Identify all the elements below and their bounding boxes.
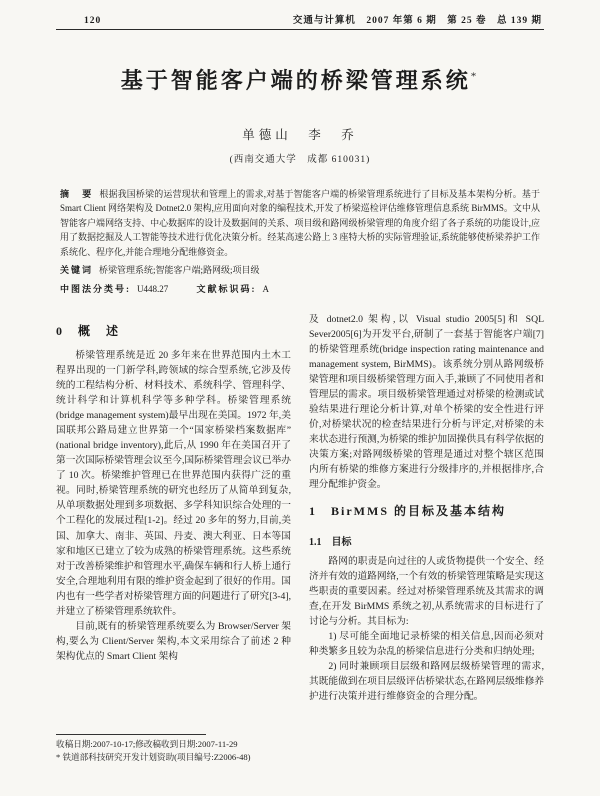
footnote-block	[56, 731, 291, 764]
keywords-text: 桥梁管理系统;智能客户端;路网级;项目级	[99, 264, 260, 275]
keywords-line	[60, 263, 540, 278]
page-number: 120	[84, 16, 102, 26]
body-columns	[56, 312, 544, 764]
header-rule	[56, 29, 544, 30]
title-footnote-marker: *	[470, 70, 480, 83]
doc-code: A	[262, 284, 269, 295]
list-item: 1) 尽可能全面地记录桥梁的相关信息,因而必须对种类繁多且较为杂乱的桥梁信息进行分类和归纳处理;	[309, 631, 544, 658]
clc-number: U448.27	[137, 284, 169, 295]
left-column	[56, 312, 291, 764]
section-1-1-heading: 1.1 目标	[309, 536, 352, 548]
received-date: 收稿日期:2007-10-17;修改稿收到日期:2007-11-29	[56, 738, 238, 749]
classification-line	[60, 282, 540, 297]
paper-title	[56, 64, 544, 95]
paragraph: 路网的职责是向过往的人或货物提供一个安全、经济并有效的道路网络,一个有效的桥梁管理策略是实现这些职责的重要因素。经过对桥梁管理系统及其需求的调查,在开发 BirMMS 系统之初,从系统需求的目标进行了讨论与分析。其目标为:	[309, 556, 544, 628]
abstract-label: 摘 要	[60, 189, 94, 199]
paper-title-text: 基于智能客户端的桥梁管理系统	[120, 68, 471, 93]
authors: 单德山 李 乔	[242, 128, 358, 142]
abstract-block	[60, 187, 540, 259]
running-head	[56, 12, 544, 29]
footnote-rule	[56, 734, 206, 735]
funding-note: * 铁道部科技研究开发计划资助(项目编号:Z2006-48)	[56, 751, 251, 762]
clc-label: 中图法分类号:	[60, 284, 131, 295]
list-item: 2) 同时兼顾项目层级和路网层级桥梁管理的需求,其既能做到在项目层级评估桥梁状态,在路网层级维修养护进行决策并进行维修资金的合理分配。	[309, 661, 544, 703]
section-1-heading: 1 BirMMS 的目标及基本结构	[309, 503, 506, 518]
journal-info: 交通与计算机 2007 年第 6 期 第 25 卷 总 139 期	[292, 16, 542, 26]
paragraph: 及 dotnet2.0 架构,以 Visual studio 2005[5]和 SQL Sever2005[6]为开发平台,研制了一套基于智能客户端[7]的桥梁管理系统(bridge inspection rating maintenance and management system, BirMMS)。该系统分别从路网级桥梁管理和项目级桥梁管理方面入手,兼顾了不同使用者和管理层的需求。项目级桥梁管理通过对桥梁的检测或试验结果进行理论分析计算,对单个桥梁的安全性进行评价,对桥梁状况的检查结果进行分析与评定,对桥梁的未来状态进行预测,为桥梁的维护加固操供具有科学依据的决策方案;对路网级桥梁的管理是通过对整个辖区范围内所有桥梁的维修方案进行分级排序的,并根据排序,合理分配维护资金。	[309, 313, 544, 490]
doc-code-label: 文献标识码:	[196, 284, 257, 295]
section-0-heading: 0 概 述	[56, 323, 121, 338]
right-column	[309, 312, 544, 764]
keywords-label: 关键词	[60, 264, 94, 275]
paragraph: 目前,既有的桥梁管理系统要么为 Browser/Server 架构,要么为 Client/Server 架构,本文采用综合了前述 2 种架构优点的 Smart Client 架构	[56, 620, 291, 662]
affiliation: (西南交通大学 成都 610031)	[229, 155, 371, 165]
paragraph: 桥梁管理系统是近 20 多年来在世界范围内土木工程界出现的一门新学科,跨领域的综合型系统,它涉及传统的工程结构分析、材料技术、系统科学、管理科学、统计科学和计算机科学等多种学科。桥梁管理系统(bridge management system)最早出现在美国。1972 年,美国联邦公路局建立世界第一个“国家桥梁档案数据库”(national bridge inventory),此后,从 1990 年在美国召开了第一次国际桥梁管理会议至今,国际桥梁管理会议已举办了 10 次。桥梁维护管理已在世界范围内获得广泛的重视。同时,桥梁管理系统的研究也经历了从简单到复杂,从单项数据处理到多项数据、多学科知识综合处理的一个工程化的发展过程[1-2]。经过 20 多年的努力,目前,美国、加拿大、南非、英国、丹麦、澳大利亚、日本等国家和地区已建立了较为成熟的桥梁管理系统。这些系统对于改善桥梁维护和管理水平,确保车辆和行人桥上通行安全,合理地利用有限的维护资金起到了很好的作用。国内也有一些学者对桥梁管理方面的问题进行了研究[3-4],并建立了桥梁管理系统软件。	[56, 350, 291, 617]
abstract-text: 根据我国桥梁的运营现状和管理上的需求,对基于智能客户端的桥梁管理系统进行了目标及基本架构分析。基于 Smart Client 网络架构及 Dotnet2.0 架构,应用面向对象的编程技术,开发了桥梁巡检评估维修管理信息系统 BirMMS。文中从智能客户端网络支持、中心数据库的设计及数据间的关系、项目级和路网级桥梁管理的角度介绍了各子系统的功能设计,应用了数据挖掘及人工智能等技术进行优化决策分析。经某高速公路上 3 座特大桥的实际管理验证,系统能够使桥梁养护工作系统化、程序化,并能合理地分配维修资金。	[60, 189, 540, 257]
